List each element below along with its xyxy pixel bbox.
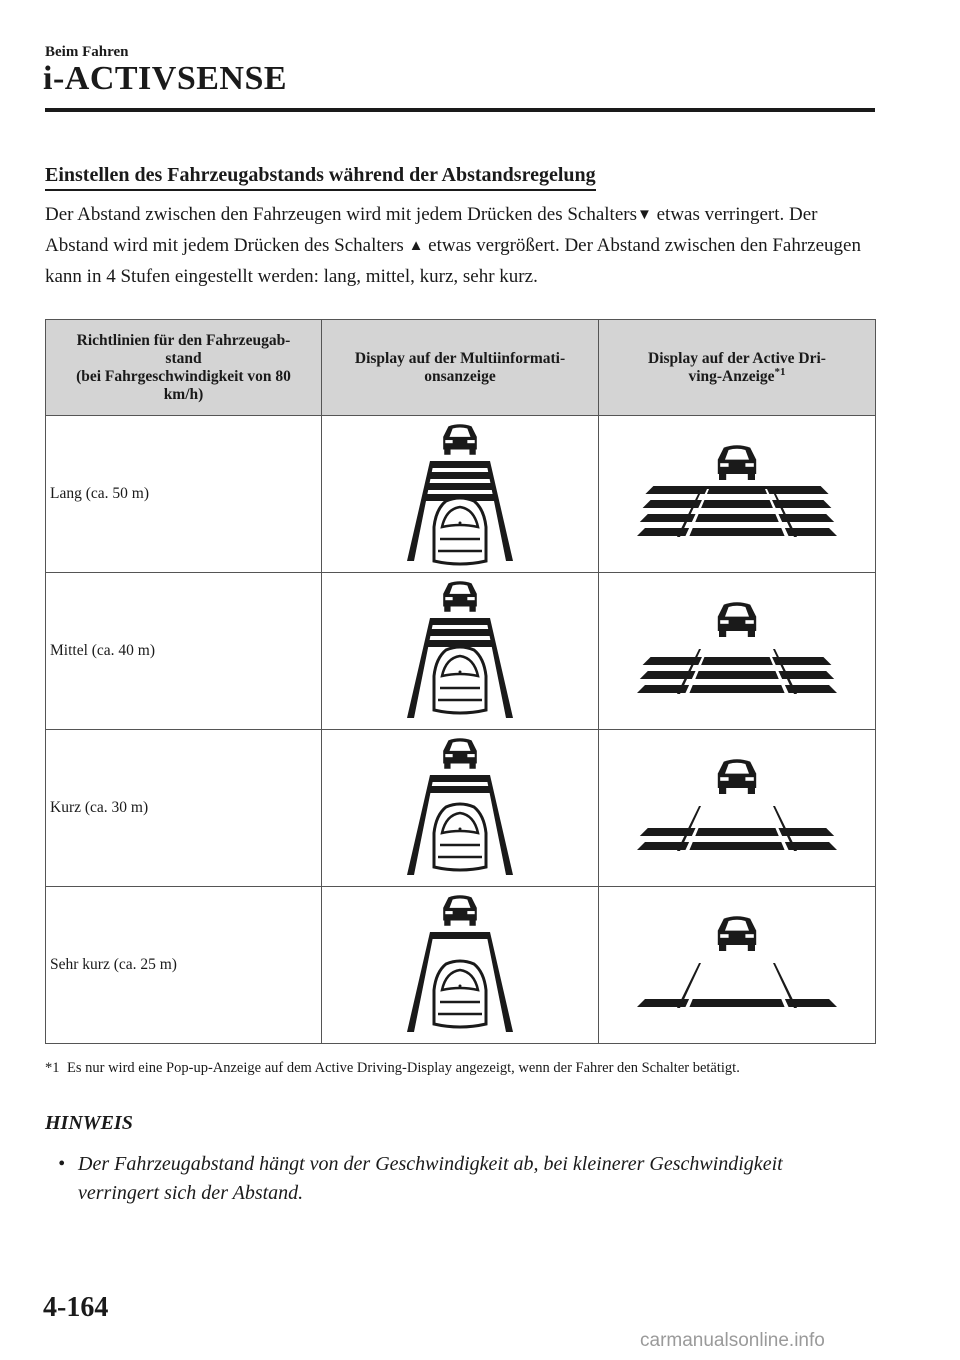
distance-bar: [431, 461, 489, 468]
distance-bar: [431, 618, 489, 625]
distance-label: Lang (ca. 50 m): [46, 416, 322, 573]
car-window: [725, 606, 749, 617]
distance-bar: [640, 671, 834, 679]
table-row: [46, 887, 876, 1044]
car-rear-icon: [443, 581, 477, 611]
mid-display-cell: [322, 416, 599, 573]
distance-bar: [645, 486, 828, 494]
car-wheel: [469, 921, 475, 926]
mid-display-cell: [322, 730, 599, 887]
table-row: [46, 416, 876, 573]
header-guideline: [46, 320, 322, 416]
car-window: [450, 898, 471, 907]
header-line: Display auf der Active Dri-: [648, 349, 826, 367]
distance-label: Kurz (ca. 30 m): [46, 730, 322, 887]
lane-line-left: [407, 932, 434, 1032]
car-window: [725, 763, 749, 774]
note-text: Der Fahrzeugabstand hängt von der Geschwindigkeit ab, bei kleinerer Geschwindigkeit verringert sich der Abstand.: [78, 1153, 783, 1204]
distance-label: Mittel (ca. 40 m): [46, 573, 322, 730]
car-tail-light: [467, 440, 474, 443]
car-tail-light: [720, 620, 728, 624]
header-line: km/h): [163, 385, 204, 403]
table-header-row: [46, 320, 876, 416]
body-text-2: etwas verringert. Der Abstand wird mit jedem Drücken des Schalters: [45, 204, 818, 256]
car-wheel: [719, 631, 726, 637]
body-text-3: etwas vergrößert. Der Abstand zwischen den Fahrzeugen kann in 4 Stufen eingestellt werden: lang, mittel, kurz, sehr kurz.: [45, 235, 861, 287]
header-line: stand: [165, 349, 202, 367]
bullet-icon: •: [58, 1153, 66, 1175]
distance-bar: [429, 786, 491, 793]
distance-bar: [637, 528, 837, 536]
down-triangle-icon: ▼: [637, 207, 652, 223]
footnote-text: Es nur wird eine Pop-up-Anzeige auf dem Active Driving-Display angezeigt, wenn der Fahrer den Schalter betätigt.: [67, 1060, 740, 1076]
add-display-cell: [599, 887, 876, 1044]
car-tail-light: [445, 597, 452, 600]
note-title: HINWEIS: [45, 1112, 133, 1134]
car-window: [725, 920, 749, 931]
active-driving-distance-icon: [637, 758, 837, 858]
header-active-driving-display: [599, 320, 876, 416]
header-line: (bei Fahrgeschwindigkeit von 80: [76, 367, 291, 385]
car-following-distance-icon: [360, 576, 560, 726]
own-car-icon: [434, 961, 486, 1027]
distance-bar: [431, 932, 489, 939]
mid-display-cell: [322, 573, 599, 730]
car-wheel: [444, 607, 450, 612]
distance-label: Sehr kurz (ca. 25 m): [46, 887, 322, 1044]
car-tail-light: [745, 777, 753, 781]
car-wheel: [444, 921, 450, 926]
active-driving-distance-icon: [637, 601, 837, 701]
car-rear-icon: [443, 424, 477, 454]
distance-bar: [643, 500, 832, 508]
own-car-icon: [434, 498, 486, 564]
car-rear-icon: [718, 602, 756, 637]
car-wheel: [444, 764, 450, 769]
distance-bar: [643, 657, 832, 665]
own-car-icon: [434, 647, 486, 713]
body-paragraph: [45, 200, 875, 291]
car-tail-light: [445, 911, 452, 914]
car-tail-light: [467, 754, 474, 757]
footnote-mark: *1: [45, 1060, 60, 1076]
footnote: [45, 1058, 875, 1078]
car-tail-light: [720, 463, 728, 467]
car-emblem: [459, 985, 462, 988]
page-number: 4-164: [43, 1292, 109, 1323]
car-wheel: [719, 474, 726, 480]
section-label: Beim Fahren: [45, 44, 129, 60]
car-following-distance-icon: [360, 890, 560, 1040]
car-tail-light: [467, 911, 474, 914]
header-line: Display auf der Multiinformati-: [354, 349, 566, 367]
car-wheel: [748, 788, 755, 794]
own-car-icon: [434, 804, 486, 870]
car-rear-icon: [718, 445, 756, 480]
header-line: Richtlinien für den Fahrzeugab-: [76, 331, 291, 349]
distance-bar: [637, 842, 837, 850]
distance-bar: [640, 514, 834, 522]
car-window: [725, 449, 749, 460]
note-body: [58, 1150, 868, 1208]
car-rear-icon: [718, 759, 756, 794]
header-line: onsanzeige: [424, 367, 496, 385]
active-driving-distance-icon: [637, 444, 837, 544]
header-line: [607, 365, 867, 386]
car-rear-icon: [718, 916, 756, 951]
header-multi-info-display: [322, 320, 599, 416]
car-tail-light: [745, 620, 753, 624]
distance-bar: [429, 472, 491, 479]
footnote-ref: *1: [774, 365, 786, 378]
car-following-distance-icon: [360, 419, 560, 569]
car-window: [450, 741, 471, 750]
car-wheel: [469, 607, 475, 612]
car-emblem: [459, 522, 462, 525]
active-driving-distance-icon: [637, 915, 837, 1015]
car-wheel: [444, 450, 450, 455]
car-window: [450, 584, 471, 593]
car-wheel: [748, 631, 755, 637]
add-display-cell: [599, 730, 876, 887]
watermark: carmanualsonline.info: [640, 1330, 825, 1351]
car-tail-light: [445, 440, 452, 443]
car-tail-light: [745, 463, 753, 467]
distance-bar: [427, 483, 493, 490]
header-rule: [45, 108, 875, 112]
car-rear-icon: [443, 895, 477, 925]
distance-bar: [637, 685, 837, 693]
car-wheel: [719, 788, 726, 794]
car-wheel: [469, 764, 475, 769]
table-row: [46, 573, 876, 730]
car-wheel: [748, 474, 755, 480]
car-emblem: [459, 671, 462, 674]
car-wheel: [469, 450, 475, 455]
car-tail-light: [467, 597, 474, 600]
distance-bar: [640, 828, 834, 836]
car-tail-light: [445, 754, 452, 757]
distance-table: [45, 319, 876, 1044]
car-rear-icon: [443, 738, 477, 768]
car-tail-light: [720, 777, 728, 781]
lane-line-right: [486, 932, 513, 1032]
car-following-distance-icon: [360, 733, 560, 883]
body-text-1: Der Abstand zwischen den Fahrzeugen wird mit jedem Drücken des Schalters: [45, 204, 637, 225]
distance-bar: [431, 775, 489, 782]
car-tail-light: [745, 934, 753, 938]
car-wheel: [719, 945, 726, 951]
table-row: [46, 730, 876, 887]
mid-display-cell: [322, 887, 599, 1044]
add-display-cell: [599, 416, 876, 573]
chapter-title: i-ACTIVSENSE: [43, 60, 288, 97]
distance-bar: [429, 629, 491, 636]
distance-bar: [637, 999, 837, 1007]
car-wheel: [748, 945, 755, 951]
add-display-cell: [599, 573, 876, 730]
up-triangle-icon: ▲: [408, 238, 424, 254]
header-text: ving-Anzeige: [688, 367, 775, 385]
car-window: [450, 427, 471, 436]
car-emblem: [459, 828, 462, 831]
car-tail-light: [720, 934, 728, 938]
subheading: Einstellen des Fahrzeugabstands während der Abstandsregelung: [45, 163, 596, 191]
